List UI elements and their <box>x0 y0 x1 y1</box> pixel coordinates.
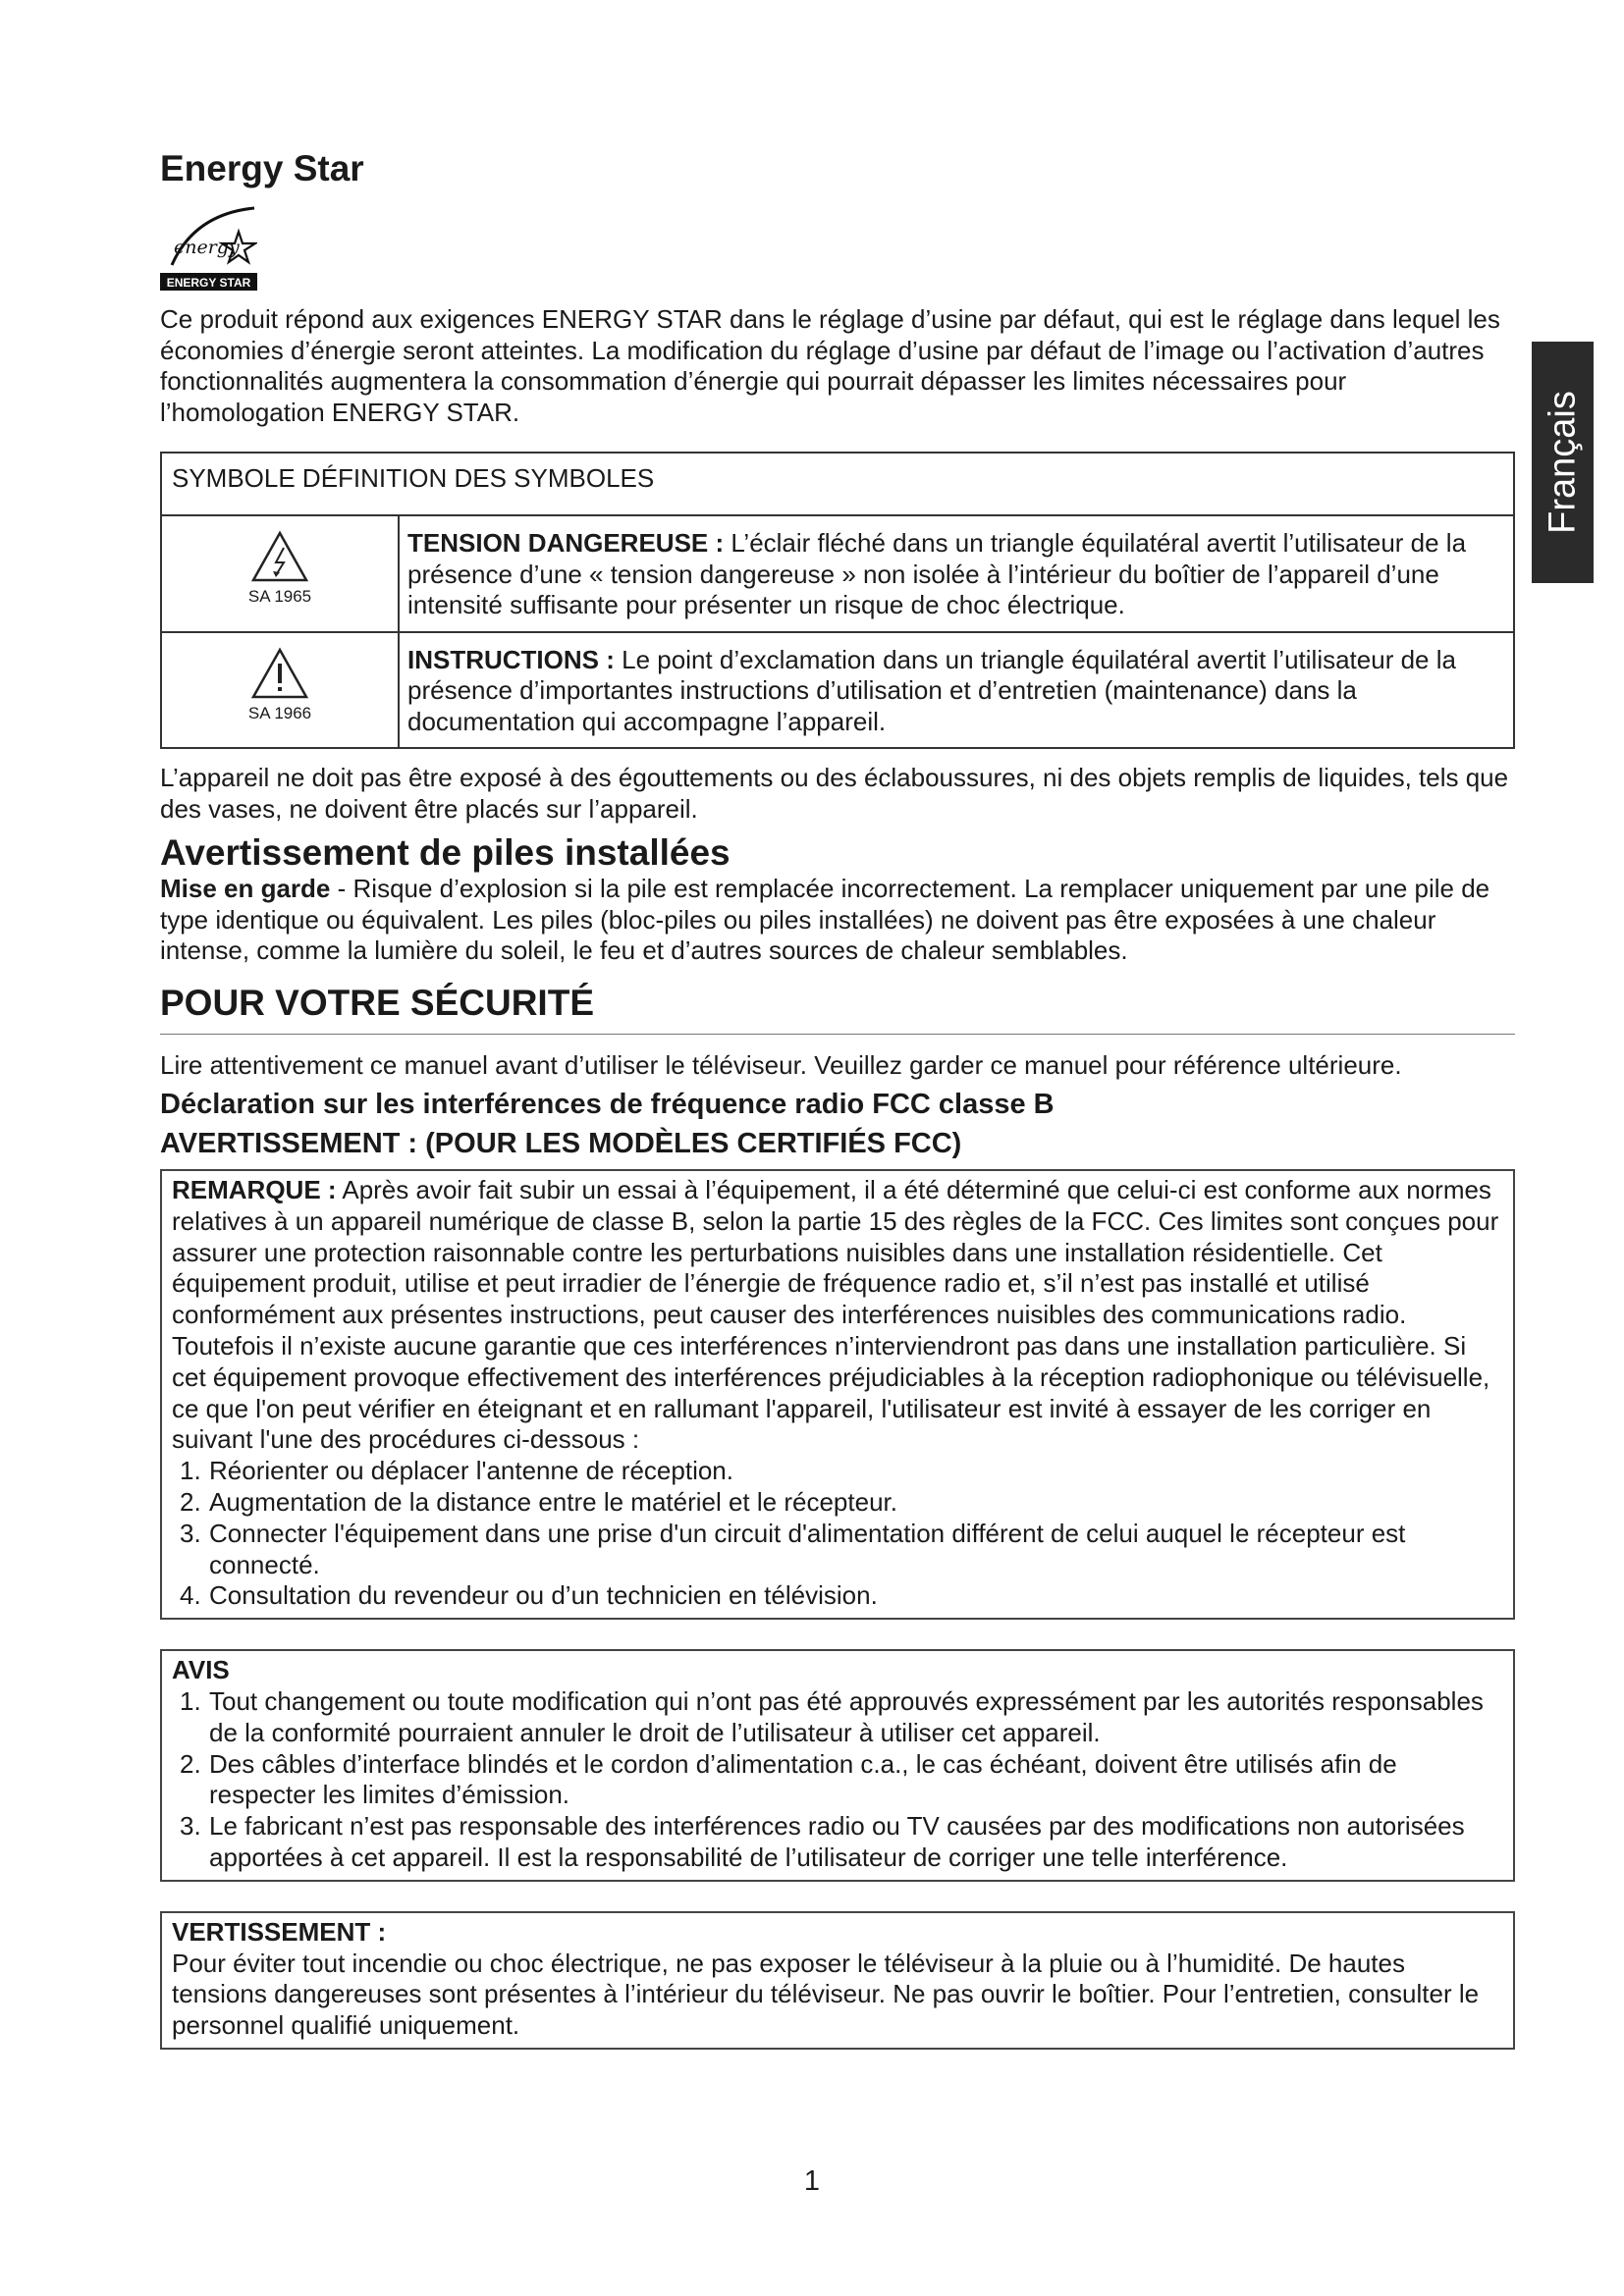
list-item: 2. Des câbles d’interface blindés et le cordon d’alimentation c.a., le cas échéant, doivent être utilisés afin de respecter les limites d’émission. <box>180 1748 1397 1810</box>
battery-lead: Mise en garde <box>160 874 331 903</box>
avis-label: AVIS <box>172 1655 230 1685</box>
battery-paragraph <box>160 874 1515 967</box>
table-row <box>161 515 1514 632</box>
list-item: 4. Consultation du revendeur ou d’un technicien en télévision. <box>180 1580 878 1611</box>
battery-text: - Risque d’explosion si la pile est remplacée incorrectement. La remplacer uniquement par une pile de type identique ou équivalent. Les piles (bloc-piles ou piles installées) ne doivent pas être exposées à une chaleur intense, comme la lumière du soleil, le feu et d’autres sources de chaleur semblables. <box>160 874 1490 965</box>
list-item: 1. Tout changement ou toute modification qui n’ont pas été approuvés expressément par les autorités responsables de la conformité pourraient annuler le droit de l’utilisateur à utiliser cet appareil. <box>180 1685 1484 1747</box>
symbol-code: SA 1966 <box>247 703 312 722</box>
remarque-label: REMARQUE : <box>172 1175 337 1204</box>
battery-title: Avertissement de piles installées <box>160 832 731 873</box>
avis-box <box>160 1649 1515 1882</box>
vertissement-label: VERTISSEMENT : <box>172 1916 387 1947</box>
exposure-note: L’appareil ne doit pas être exposé à des égouttements ou des éclaboussures, ni des objets remplis de liquides, tels que des vases, ne doivent être placés sur l’appareil. <box>160 763 1509 824</box>
energy-star-title: Energy Star <box>160 148 364 188</box>
lightning-triangle-icon <box>250 530 309 583</box>
vertissement-box <box>160 1911 1515 2050</box>
language-tab-label: Français <box>1542 391 1583 534</box>
page-number: 1 <box>803 2165 821 2197</box>
symbol-term: TENSION DANGEREUSE : <box>407 528 725 558</box>
list-item: 2. Augmentation de la distance entre le matériel et le récepteur. <box>180 1486 897 1517</box>
remarque-box <box>160 1169 1515 1620</box>
safety-title: POUR VOTRE SÉCURITÉ <box>160 982 594 1023</box>
language-tab <box>1532 342 1594 583</box>
safety-intro: Lire attentivement ce manuel avant d’utiliser le téléviseur. Veuillez garder ce manuel pour référence ultérieure. <box>160 1049 1402 1080</box>
exclamation-triangle-icon <box>250 647 309 700</box>
fcc-heading: Déclaration sur les interférences de fréquence radio FCC classe B <box>160 1089 1055 1120</box>
energy-star-logo-text: ENERGY STAR <box>166 276 251 290</box>
list-item: 3. Connecter l'équipement dans une prise d'un circuit d'alimentation différent de celui auquel le récepteur est connecté. <box>180 1518 1406 1579</box>
vertissement-text: Pour éviter tout incendie ou choc électrique, ne pas exposer le téléviseur à la pluie ou à l’humidité. De hautes tensions dangereuses sont présentes à l’intérieur du téléviseur. Ne pas ouvrir le boîtier. Pour l’entretien, consulter le personnel qualifié uniquement. <box>172 1948 1480 2041</box>
symbol-term: INSTRUCTIONS : <box>407 644 615 674</box>
table-row <box>161 632 1514 749</box>
list-item: 3. Le fabricant n’est pas responsable des interférences radio ou TV causées par des modifications non autorisées apportées à cet appareil. Il est la responsabilité de l’utilisateur de corriger une telle interférence. <box>180 1811 1465 1872</box>
symbols-table <box>160 452 1515 749</box>
list-item: 1. Réorienter ou déplacer l'antenne de réception. <box>180 1456 733 1486</box>
page-content <box>160 147 1515 2050</box>
warning-heading: AVERTISSEMENT : (POUR LES MODÈLES CERTIFIÉS FCC) <box>160 1128 962 1159</box>
energy-star-body: Ce produit répond aux exigences ENERGY STAR dans le réglage d’usine par défaut, qui est le réglage dans lequel les économies d’énergie seront atteintes. La modification du réglage d’usine par défaut de l’image ou l’activation d’autres fonctionnalités augmentera la consommation d’énergie qui pourrait dépasser les limites nécessaires pour l’homologation ENERGY STAR. <box>160 304 1500 427</box>
energy-star-logo <box>160 204 257 291</box>
remarque-list <box>172 1456 1505 1612</box>
avis-list <box>172 1686 1505 1874</box>
svg-text:energy: energy <box>174 237 240 258</box>
remarque-text: Après avoir fait subir un essai à l’équipement, il a été déterminé que celui-ci est conforme aux normes relatives à un appareil numérique de classe B, selon la partie 15 des règles de la FCC. Ces limites sont conçues pour assurer une protection raisonnable contre les perturbations nuisibles dans une installation résidentielle. Cet équipement produit, utilise et peut irradier de l’énergie de fréquence radio et, s’il n’est pas installé et utilisé conformément aux présentes instructions, peut causer des interférences nuisibles des communications radio. Toutefois il n’existe aucune garantie que ces interférences n’interviendront pas dans une installation particulière. Si cet équipement provoque effectivement des interférences préjudiciables à la réception radiophonique ou télévisuelle, ce que l'on peut vérifier en éteignant et en rallumant l'appareil, l'utilisateur est invité à essayer de les corriger en suivant l'une des procédures ci-dessous : <box>172 1175 1499 1455</box>
divider <box>160 1034 1515 1035</box>
symbol-definition: Le point d’exclamation dans un triangle équilatéral avertit l’utilisateur de la présence d’importantes instructions d’utilisation et d’entretien (maintenance) dans la documentation qui accompagne l’appareil. <box>407 644 1456 736</box>
symbol-definition: L’éclair fléché dans un triangle équilatéral avertit l’utilisateur de la présence d’une « tension dangereuse » non isolée à l’intérieur du boîtier de l’appareil d’une intensité suffisante pour présenter un risque de choc électrique. <box>407 528 1467 619</box>
symbols-table-header: SYMBOLE DÉFINITION DES SYMBOLES <box>161 453 1514 515</box>
symbol-code: SA 1965 <box>247 587 312 606</box>
